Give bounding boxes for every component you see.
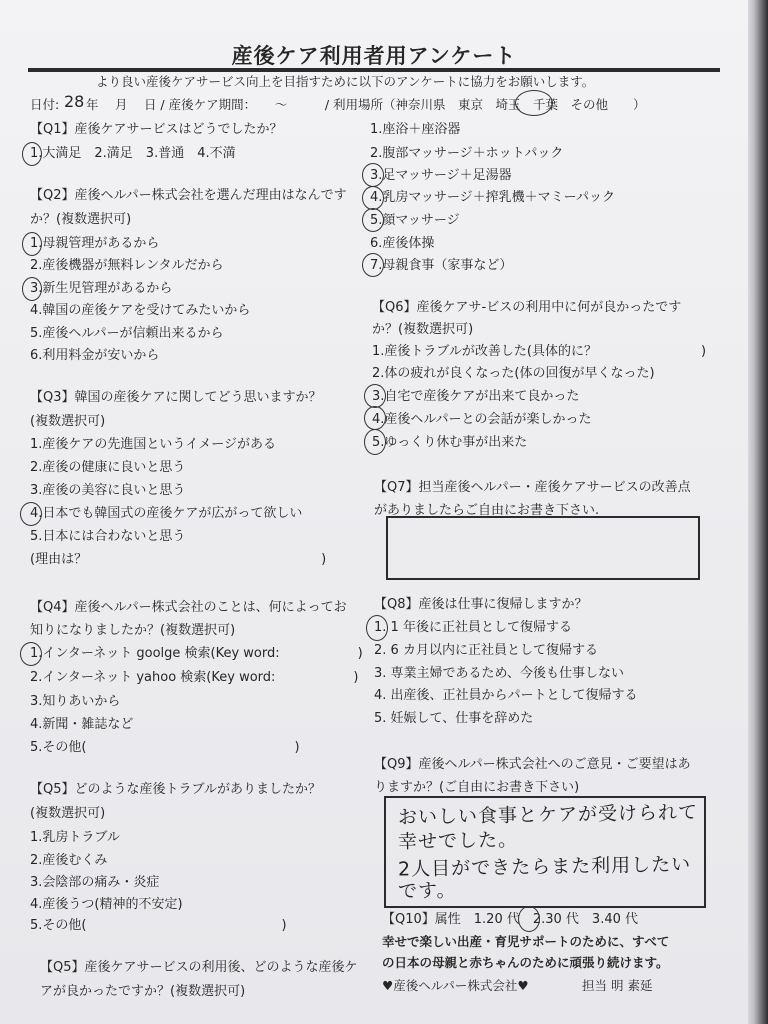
- q5-option-1: 1.乳房トラブル: [30, 830, 120, 845]
- footer-staff: 担当 明 素延: [582, 978, 653, 993]
- place-circle-mark: [515, 90, 553, 116]
- q9-handwriting-line-2: 幸せでした。: [397, 828, 519, 854]
- q10-answer-circle-2: [518, 906, 540, 932]
- q9-heading: 【Q9】産後ヘルパー株式会社へのご意見・ご要望はあ: [374, 757, 691, 772]
- title-divider: [28, 68, 720, 72]
- care-option-4: 4.乳房マッサージ＋搾乳機＋マミーパック: [370, 190, 615, 205]
- q3-heading-cont: (複数選択可): [30, 414, 106, 429]
- q4-heading: 【Q4】産後ヘルパー株式会社のことは、何によってお: [30, 600, 347, 615]
- q8-option-4: 4. 出産後、正社員からパートとして復帰する: [374, 688, 638, 703]
- q7-heading-cont: がありましたらご自由にお書き下さい.: [374, 503, 600, 518]
- q1-heading: 【Q1】産後ケアサービスはどうでしたか？: [30, 122, 283, 137]
- q9-handwriting-line-3: 2人目ができたらまた利用したい: [397, 853, 692, 881]
- q9-handwriting-line-4: です。: [397, 879, 457, 903]
- survey-title: 産後ケア利用者用アンケート: [231, 44, 517, 68]
- q8-option-1: 1. 1 年後に正社員として復帰する: [374, 620, 572, 635]
- q4-answer-circle-1: [20, 642, 42, 666]
- q10-attribute-line: 【Q10】属性 1.20 代 2.30 代 3.40 代: [382, 912, 639, 927]
- q2-answer-circle-1: [22, 232, 42, 256]
- q3-reason: (理由は？ ): [30, 552, 327, 567]
- q8-answer-circle-1: [366, 615, 388, 641]
- q5-heading: 【Q5】どのような産後トラブルがありましたか？: [30, 782, 321, 797]
- q5-option-5: 5.その他( ): [30, 918, 287, 933]
- q4-option-4: 4.新聞・雑誌など: [30, 717, 134, 732]
- q2-option-6: 6.利用料金が安いから: [30, 348, 160, 363]
- q5-option-4: 4.産後うつ(精神的不安定): [30, 897, 183, 912]
- q2-option-5: 5.産後ヘルパーが信頼出来るから: [30, 326, 224, 341]
- q4-option-5: 5.その他( ): [30, 740, 300, 755]
- care-option-2: 2.腹部マッサージ＋ホットパック: [370, 146, 564, 161]
- q5-heading-cont: (複数選択可): [30, 806, 106, 821]
- care-option-6: 6.産後体操: [370, 236, 435, 251]
- q6-heading-cont: か？(複数選択可): [372, 322, 474, 337]
- care-answer-circle-5: [362, 208, 384, 232]
- q2-heading: 【Q2】産後ヘルパー株式会社を選んだ理由はなんです: [30, 188, 347, 203]
- q9-handwriting-line-1: おいしい食事とケアが受けられて: [397, 801, 699, 829]
- survey-intro: より良い産後ケアサービス向上を目指すために以下のアンケートに協力をお願いします。: [96, 74, 595, 89]
- q6-heading: 【Q6】産後ケアサ-ビスの利用中に何が良かったです: [372, 300, 682, 315]
- q1-answer-circle: [22, 142, 42, 166]
- q4-option-3: 3.知りあいから: [30, 694, 121, 709]
- q4-option-1: 1.インターネット goolge 検索(Key word: ): [30, 646, 363, 661]
- q8-option-2: 2. 6 カ月以内に正社員として復帰する: [374, 643, 598, 658]
- q8-heading: 【Q8】産後は仕事に復帰しますか？: [374, 597, 588, 612]
- care-option-3: 3.足マッサージ＋足湯器: [370, 168, 512, 183]
- q2-heading-cont: か？(複数選択可): [30, 212, 132, 227]
- q4-heading-cont: 知りになりましたか？(複数選択可): [30, 623, 236, 638]
- q3-option-3: 3.産後の美容に良いと思う: [30, 483, 186, 498]
- q4-option-2: 2.インターネット yahoo 検索(Key word: ): [30, 670, 359, 685]
- care-option-1: 1.座浴＋座浴器: [370, 122, 461, 137]
- q6-option-2: 2.体の疲れが良くなった(体の回復が早くなった): [372, 366, 655, 381]
- q5b-heading-cont: アが良かったですか？(複数選択可): [40, 984, 246, 999]
- q2-option-1: 1.母親管理があるから: [30, 236, 160, 251]
- q6-option-3: 3.自宅で産後ケアが出来て良かった: [372, 389, 580, 404]
- q3-option-1: 1.産後ケアの先進国というイメージがある: [30, 437, 277, 452]
- q3-option-4: 4.日本でも韓国式の産後ケアが広がって欲しい: [30, 506, 303, 521]
- paper-edge-shadow: [748, 0, 768, 1024]
- q3-option-2: 2.産後の健康に良いと思う: [30, 460, 186, 475]
- care-answer-circle-7: [362, 253, 384, 277]
- date-year-handwritten: 28: [64, 92, 85, 111]
- q6-answer-circle-5: [364, 429, 386, 455]
- q6-answer-circle-3: [364, 384, 386, 408]
- q3-heading: 【Q3】韓国の産後ケアに関してどう思いますか？: [30, 390, 322, 405]
- q1-options: 1.大満足 2.満足 3.普通 4.不満: [30, 146, 236, 161]
- q8-option-3: 3. 専業主婦であるため、今後も仕事しない: [374, 666, 625, 681]
- q7-comment-box[interactable]: [386, 516, 700, 580]
- q2-option-3: 3.新生児管理があるから: [30, 281, 173, 296]
- q8-option-5: 5. 妊娠して、仕事を辞めた: [374, 711, 534, 726]
- q2-option-2: 2.産後機器が無料レンタルだから: [30, 258, 224, 273]
- footer-slogan-line-2: の日本の母親と赤ちゃんのために頑張り続けます。: [382, 955, 669, 970]
- care-answer-circle-4: [362, 186, 384, 210]
- q6-option-5: 5.ゆっくり休む事が出来た: [372, 435, 528, 450]
- q7-heading: 【Q7】担当産後ヘルパー・産後ケアサービスの改善点: [374, 480, 691, 495]
- care-option-5: 5.顔マッサージ: [370, 213, 460, 228]
- q5b-heading: 【Q5】産後ケアサービスの利用後、どのような産後ケ: [40, 960, 358, 975]
- q2-option-4: 4.韓国の産後ケアを受けてみたいから: [30, 303, 251, 318]
- q2-answer-circle-3: [22, 277, 42, 301]
- q9-heading-cont: りますか？(ご自由にお書き下さい): [374, 780, 580, 795]
- q3-answer-circle-4: [20, 502, 42, 526]
- care-answer-circle-3: [362, 163, 384, 187]
- footer-company: ♥産後ヘルパー株式会社♥: [382, 978, 529, 993]
- q5-option-3: 3.会陰部の痛み・炎症: [30, 875, 160, 890]
- q6-answer-circle-4: [364, 406, 386, 430]
- care-option-7: 7.母親食事（家事など）: [370, 258, 513, 273]
- q6-option-1: 1.産後トラブルが改善した(具体的に？ ): [372, 344, 707, 359]
- q3-option-5: 5.日本には合わないと思う: [30, 529, 186, 544]
- footer-slogan-line-1: 幸せで楽しい出産・育児サポートのために、すべて: [382, 934, 670, 949]
- q5-option-2: 2.産後むくみ: [30, 853, 108, 868]
- date-period-place-line: 年 月 日 / 産後ケア期間： ～ / 利用場所（神奈川県 東京 埼玉 千葉 その他 ）: [86, 97, 646, 112]
- date-label: 日付:: [30, 97, 60, 112]
- q6-option-4: 4.産後ヘルパーとの会話が楽しかった: [372, 412, 592, 427]
